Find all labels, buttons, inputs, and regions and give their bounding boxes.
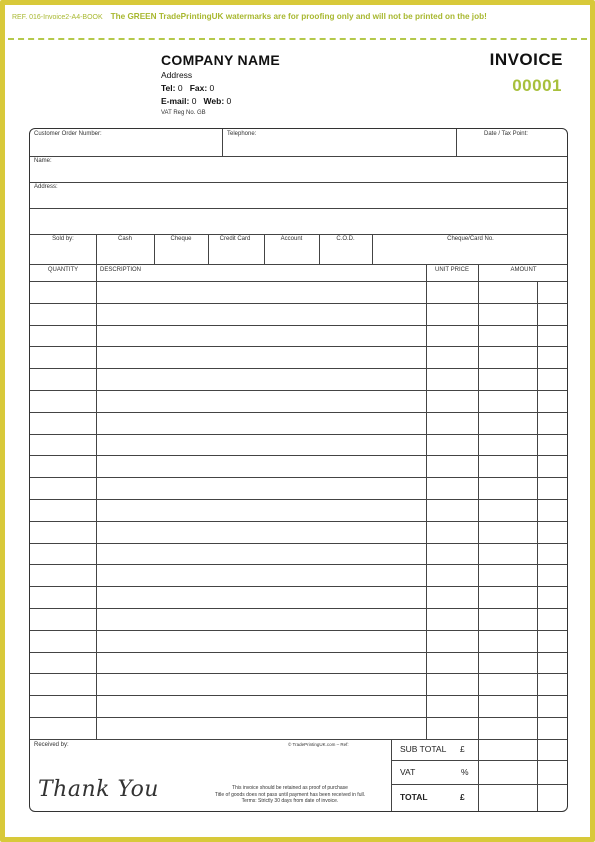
divider bbox=[222, 129, 223, 156]
dashed-divider bbox=[8, 38, 587, 40]
web-label: Web: bbox=[203, 96, 225, 106]
table-row bbox=[30, 412, 567, 413]
total-label: TOTAL bbox=[400, 792, 428, 802]
vat-label: VAT bbox=[400, 767, 416, 777]
table-row bbox=[30, 390, 567, 391]
cheque-card-no-label: Cheque/Card No. bbox=[447, 236, 494, 242]
table-row bbox=[30, 695, 567, 696]
sub-total-label: SUB TOTAL bbox=[400, 744, 447, 754]
invoice-number: 00001 bbox=[512, 76, 562, 95]
table-row bbox=[30, 368, 567, 369]
email-label: E-mail: bbox=[161, 96, 190, 106]
table-row bbox=[30, 303, 567, 304]
invoice-form bbox=[29, 128, 568, 812]
address-label: Address: bbox=[34, 184, 58, 190]
terms-text bbox=[195, 785, 385, 805]
received-by-label: Received by: bbox=[34, 742, 69, 748]
col-description: DESCRIPTION bbox=[100, 267, 142, 273]
table-row bbox=[30, 325, 567, 326]
proof-message: The GREEN TradePrintingUK watermarks are for proofing only and will not be printed on the job! bbox=[110, 12, 487, 21]
divider bbox=[30, 234, 567, 235]
account-label: Account bbox=[280, 236, 303, 242]
sub-total-currency: £ bbox=[460, 744, 465, 754]
company-email-web bbox=[161, 95, 280, 107]
tel-label: Tel: bbox=[161, 83, 176, 93]
col-amount: AMOUNT bbox=[510, 267, 537, 273]
telephone-label: Telephone: bbox=[227, 131, 257, 137]
table-row bbox=[30, 499, 567, 500]
divider bbox=[30, 264, 567, 265]
table-row bbox=[30, 346, 567, 347]
table-row bbox=[30, 630, 567, 631]
company-block bbox=[161, 52, 280, 116]
reference-code: REF. 016-Invoice2-A4-BOOK bbox=[12, 14, 103, 21]
company-name: COMPANY NAME bbox=[161, 52, 280, 68]
divider bbox=[208, 234, 209, 264]
col-unit-price: UNIT PRICE bbox=[435, 267, 469, 273]
total-currency: £ bbox=[460, 792, 465, 802]
divider bbox=[30, 156, 567, 157]
cash-label: Cash bbox=[117, 236, 132, 242]
table-row bbox=[30, 564, 567, 565]
thank-you-script: Thank You bbox=[38, 777, 159, 802]
company-tel-fax bbox=[161, 82, 280, 94]
company-vat: VAT Reg No. GB bbox=[161, 110, 206, 116]
cod-label: C.O.D. bbox=[336, 236, 355, 242]
table-row bbox=[30, 608, 567, 609]
customer-order-label: Customer Order Number: bbox=[34, 131, 102, 137]
cheque-label: Cheque bbox=[170, 236, 192, 242]
table-row bbox=[30, 477, 567, 478]
table-row bbox=[30, 673, 567, 674]
divider bbox=[391, 739, 392, 812]
table-row bbox=[30, 434, 567, 435]
invoice-title: INVOICE bbox=[489, 50, 563, 69]
table-row bbox=[30, 586, 567, 587]
table-row bbox=[30, 455, 567, 456]
table-row bbox=[30, 521, 567, 522]
tel-value: 0 bbox=[177, 83, 183, 93]
divider bbox=[456, 129, 457, 156]
date-tax-label: Date / Tax Point: bbox=[484, 131, 528, 137]
divider bbox=[30, 208, 567, 209]
divider bbox=[30, 182, 567, 183]
divider bbox=[30, 739, 567, 740]
proof-banner bbox=[12, 12, 584, 21]
name-label: Name: bbox=[34, 158, 52, 164]
fax-value: 0 bbox=[209, 83, 215, 93]
web-value: 0 bbox=[226, 96, 232, 106]
sold-by-label: Sold by: bbox=[52, 236, 74, 242]
printer-credit: © TradePrintingUK.com – Ref: bbox=[288, 742, 349, 747]
credit-card-label: Credit Card bbox=[219, 236, 251, 242]
fax-label: Fax: bbox=[189, 83, 208, 93]
divider bbox=[391, 784, 568, 785]
table-row bbox=[30, 717, 567, 718]
divider bbox=[391, 760, 568, 761]
email-value: 0 bbox=[191, 96, 197, 106]
table-row bbox=[30, 652, 567, 653]
col-quantity: QUANTITY bbox=[47, 267, 79, 273]
terms-line: Terms: Strictly 30 days from date of invoice. bbox=[241, 798, 339, 804]
terms-line: This invoice should be retained as proof of purchase bbox=[232, 785, 348, 791]
table-row bbox=[30, 543, 567, 544]
vat-percent: % bbox=[461, 767, 469, 777]
company-address: Address bbox=[161, 70, 193, 80]
terms-line: Title of goods does not pass until payment has been received in full. bbox=[214, 791, 366, 798]
line-items bbox=[30, 281, 567, 739]
